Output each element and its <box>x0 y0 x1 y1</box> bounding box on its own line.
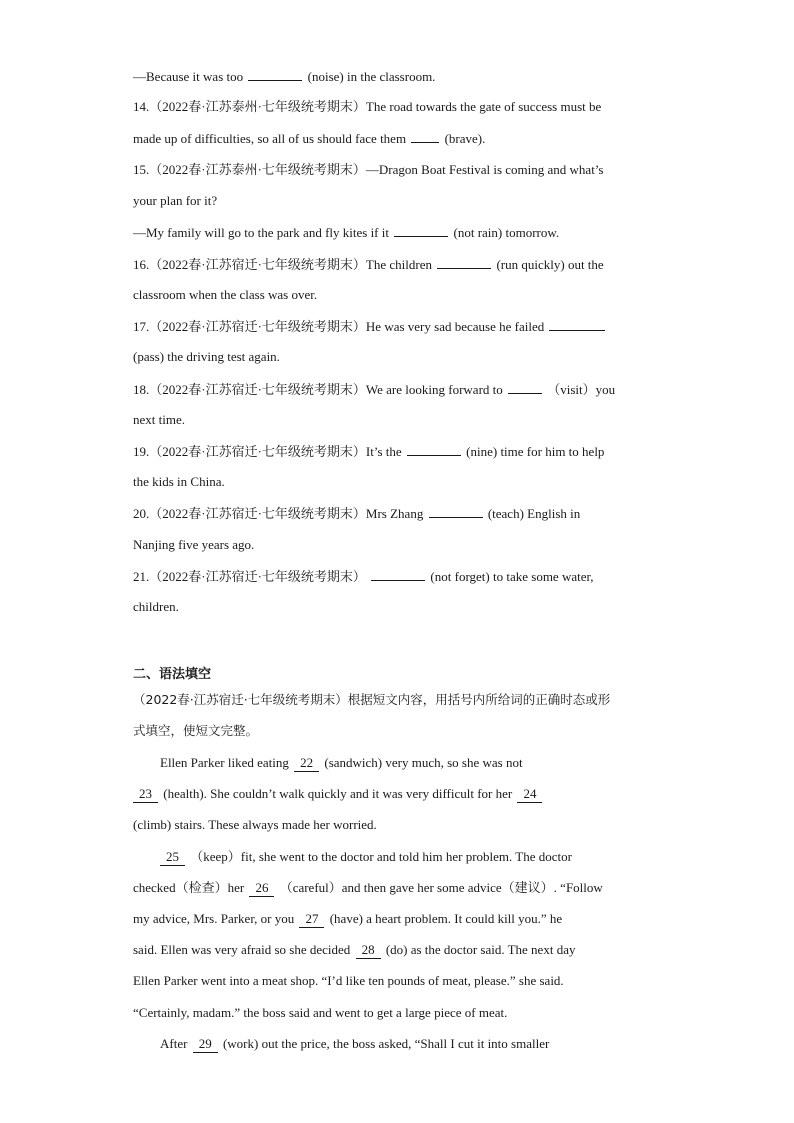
question-15-line3 <box>133 224 663 241</box>
text: my advice, Mrs. Parker, or you <box>133 911 295 926</box>
numbered-blank-23[interactable]: 23 <box>133 786 158 803</box>
text: 18.（2022春·江苏宿迁·七年级统考期末）We are looking forward to <box>133 382 503 397</box>
text: （visit）you <box>547 382 616 397</box>
passage-line: Ellen Parker went into a meat shop. “I’d like ten pounds of meat, please.” she said. <box>133 973 564 988</box>
text: (noise) in the classroom. <box>307 69 436 84</box>
text: 16.（2022春·江苏宿迁·七年级统考期末）The children <box>133 257 432 272</box>
answer-blank[interactable] <box>248 68 302 81</box>
numbered-blank-27[interactable]: 27 <box>299 911 324 928</box>
text: said. Ellen was very afraid so she decided <box>133 942 351 957</box>
answer-blank[interactable] <box>371 568 425 581</box>
question-20 <box>133 505 663 522</box>
text: 21.（2022春·江苏宿迁·七年级统考期末） <box>133 569 366 584</box>
question-20-line2: Nanjing five years ago. <box>133 537 255 552</box>
text: (teach) English in <box>487 506 581 521</box>
text: 20.（2022春·江苏宿迁·七年级统考期末）Mrs Zhang <box>133 506 424 521</box>
question-21-line2: children. <box>133 599 179 614</box>
answer-blank[interactable] <box>411 130 439 143</box>
numbered-blank-24[interactable]: 24 <box>517 786 542 803</box>
numbered-blank-22[interactable]: 22 <box>294 755 319 772</box>
question-13-answer-line <box>133 68 663 85</box>
numbered-blank-26[interactable]: 26 <box>249 880 274 897</box>
text: 19.（2022春·江苏宿迁·七年级统考期末）It’s the <box>133 444 402 459</box>
text: (sandwich) very much, so she was not <box>324 755 523 770</box>
text: (brave). <box>444 131 486 146</box>
passage-line <box>133 786 663 803</box>
answer-blank[interactable] <box>437 256 491 269</box>
answer-blank[interactable] <box>407 443 461 456</box>
question-17-line2: (pass) the driving test again. <box>133 349 280 364</box>
question-18 <box>133 381 663 398</box>
text: —My family will go to the park and fly kites if it <box>133 225 389 240</box>
text: (nine) time for him to help <box>466 444 605 459</box>
text: （keep）fit, she went to the doctor and told him her problem. The doctor <box>190 849 572 864</box>
passage-line: “Certainly, madam.” the boss said and went to get a large piece of meat. <box>133 1005 508 1020</box>
text: (not forget) to take some water, <box>430 569 594 584</box>
text: made up of difficulties, so all of us should face them <box>133 131 407 146</box>
text: (have) a heart problem. It could kill you.” he <box>329 911 563 926</box>
section-instructions-line2: 式填空，使短文完整。 <box>133 723 259 738</box>
question-17 <box>133 318 663 335</box>
question-15: 15.（2022春·江苏泰州·七年级统考期末）—Dragon Boat Festival is coming and what’s <box>133 162 604 177</box>
answer-blank[interactable] <box>394 224 448 237</box>
answer-blank[interactable] <box>549 318 605 331</box>
text: (work) out the price, the boss asked, “Shall I cut it into smaller <box>222 1036 550 1051</box>
numbered-blank-29[interactable]: 29 <box>193 1036 218 1053</box>
answer-blank[interactable] <box>508 381 542 394</box>
question-21 <box>133 568 663 585</box>
text: (health). She couldn’t walk quickly and it was very difficult for her <box>163 786 513 801</box>
text: checked（检查）her <box>133 880 245 895</box>
text: Ellen Parker liked eating <box>160 755 289 770</box>
passage-line <box>133 880 663 897</box>
text: (do) as the doctor said. The next day <box>385 942 576 957</box>
text: —Because it was too <box>133 69 244 84</box>
text: (not rain) tomorrow. <box>453 225 560 240</box>
question-15-line2: your plan for it? <box>133 193 218 208</box>
section-instructions: （2022春·江苏宿迁·七年级统考期末）根据短文内容，用括号内所给词的正确时态或形 <box>133 692 611 707</box>
section-title: 二、语法填空 <box>133 667 212 682</box>
question-19 <box>133 443 663 460</box>
question-19-line2: the kids in China. <box>133 474 225 489</box>
text: （careful）and then gave her some advice（建议）. “Follow <box>279 880 603 895</box>
passage-line: (climb) stairs. These always made her worried. <box>133 817 377 832</box>
question-14-line2 <box>133 130 663 147</box>
question-18-line2: next time. <box>133 412 185 427</box>
question-16-line2: classroom when the class was over. <box>133 287 318 302</box>
text: 17.（2022春·江苏宿迁·七年级统考期末）He was very sad because he failed <box>133 319 545 334</box>
question-16 <box>133 256 663 273</box>
numbered-blank-25[interactable]: 25 <box>160 849 185 866</box>
passage-line <box>160 849 690 866</box>
passage-line <box>133 911 663 928</box>
numbered-blank-28[interactable]: 28 <box>356 942 381 959</box>
text: (run quickly) out the <box>496 257 604 272</box>
answer-blank[interactable] <box>429 505 483 518</box>
passage-line <box>133 942 663 959</box>
text: After <box>160 1036 188 1051</box>
passage-line <box>160 755 690 772</box>
question-14: 14.（2022春·江苏泰州·七年级统考期末）The road towards the gate of success must be <box>133 99 602 114</box>
passage-line <box>160 1036 690 1053</box>
